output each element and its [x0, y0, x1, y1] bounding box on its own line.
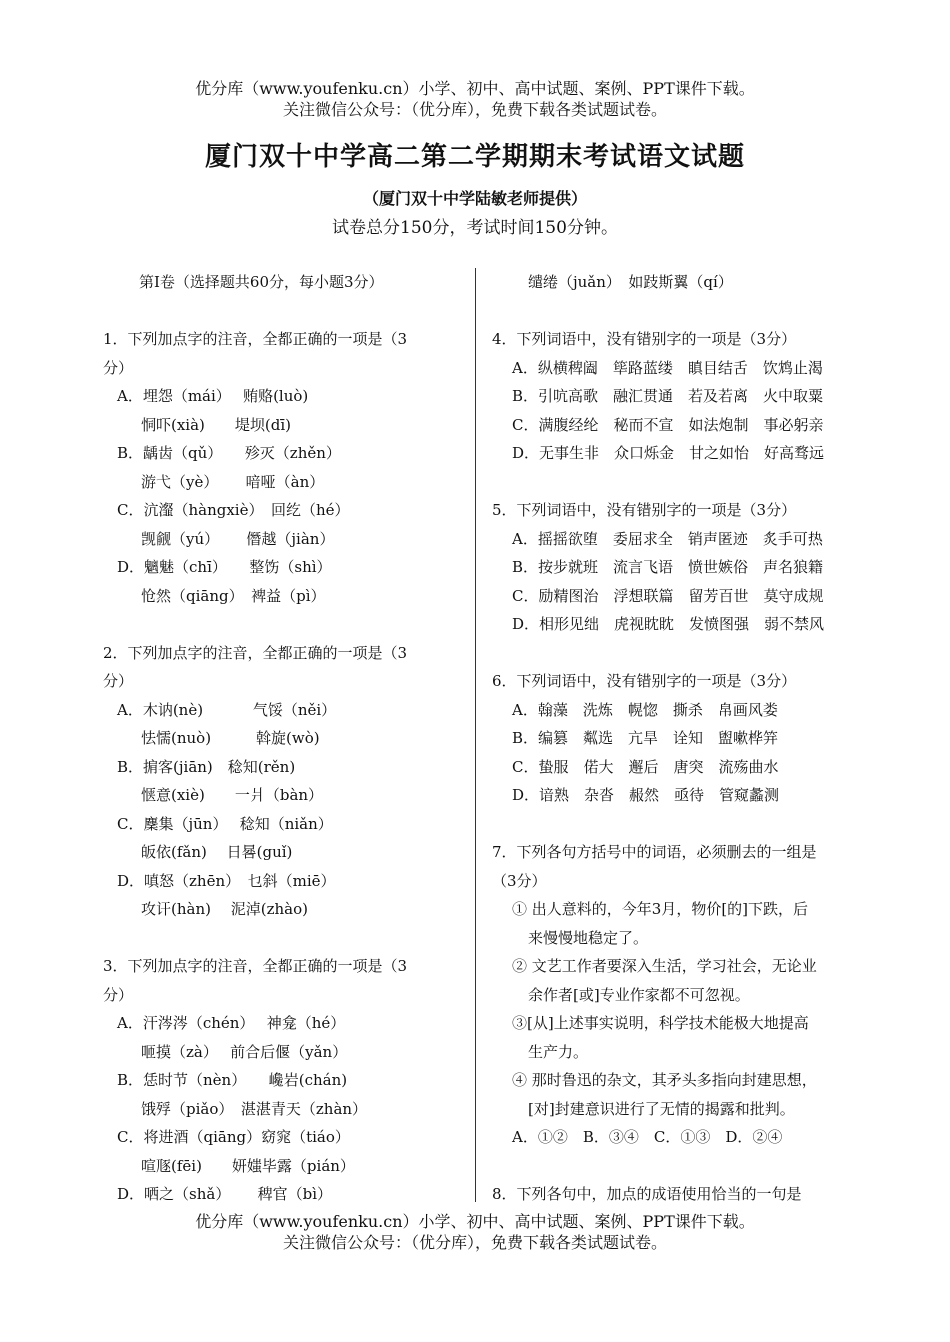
- question-4: [492, 325, 854, 468]
- column-divider: [475, 268, 476, 1202]
- sentence-1-cont: 来慢慢地稳定了。: [528, 928, 649, 947]
- option-a-cont: 咂摸（zà） 前合后偃（yǎn）: [141, 1042, 348, 1061]
- footer-line-1: 优分库（www.youfenku.cn）小学、初中、高中试题、案例、PPT课件下载。: [195, 1212, 755, 1231]
- option-d-cont: 攻讦(hàn) 泥淖(zhào): [141, 900, 308, 918]
- question-stem-cont: 分）: [103, 672, 134, 690]
- option-b: B．按步就班 流言飞语 愤世嫉俗 声名狼籍: [512, 558, 824, 576]
- option-c: C．满腹经纶 秘而不宣 如法炮制 事必躬亲: [512, 415, 824, 434]
- option-b: B．龋齿（qǔ） 殄灭（zhěn）: [117, 444, 341, 462]
- option-a: A．翰藻 洗炼 幌惚 撕杀 帛画风娄: [512, 700, 778, 719]
- sentence-3: ③[从]上述事实说明，科学技术能极大地提高: [512, 1014, 809, 1032]
- question-3: [103, 952, 463, 1209]
- sentence-2: ② 文艺工作者要深入生活，学习社会，无论业: [512, 957, 817, 975]
- question-2: [103, 639, 463, 924]
- option-b-cont: 惬意(xiè) 一爿（bàn）: [141, 786, 324, 804]
- option-c-cont: 觊觎（yú） 僭越（jiàn）: [141, 529, 335, 548]
- option-a: A．汗涔涔（chén） 神龛（hé）: [117, 1014, 346, 1032]
- option-c: C．蛰服 偌大 邂后 唐突 流殇曲水: [512, 757, 779, 776]
- question-stem: 6．下列词语中，没有错别字的一项是（3分）: [492, 672, 797, 690]
- sentence-1: ① 出人意料的，今年3月，物价[的]下跌，后: [512, 900, 809, 918]
- question-stem: 7．下列各句方括号中的词语，必须删去的一组是: [492, 843, 817, 861]
- option-b: B．编篡 粼选 亢旱 诠知 盥嗽桦笄: [512, 729, 779, 747]
- section-heading: 第Ⅰ卷（选择题共60分，每小题3分）: [139, 273, 384, 291]
- sentence-3-cont: 生产力。: [528, 1042, 589, 1061]
- option-b-cont: 游弋（yè） 喑哑（àn）: [141, 472, 325, 491]
- option-a: A．埋怨（mái） 贿赂(luò): [117, 387, 309, 405]
- option-d: D．谙熟 杂沓 赧然 亟待 管窥蠡测: [512, 786, 780, 804]
- sentence-4-cont: [对]封建意识进行了无情的揭露和批判。: [528, 1099, 795, 1118]
- option-c-cont: 喧豗(fēi) 妍媸毕露（pián）: [141, 1156, 355, 1175]
- option-b: B．掮客(jiān) 稔知(rěn): [117, 757, 296, 776]
- exam-title: 厦门双十中学高二第二学期期末考试语文试题: [204, 142, 745, 172]
- option-a: A．纵横稗阖 筚路蓝缕 瞋目结舌 饮鸩止渴: [512, 358, 823, 377]
- question-8: [492, 1180, 854, 1209]
- option-d: D．无事生非 众口烁金 甘之如怡 好高骛远: [512, 444, 825, 462]
- question-stem-cont: 分）: [103, 358, 134, 377]
- question-stem-cont: 分）: [103, 985, 134, 1004]
- question-7: [492, 838, 854, 1152]
- option-c: C．麇集（jūn） 稔知（niǎn）: [117, 814, 333, 833]
- option-d: D．相形见绌 虎视眈眈 发愤图强 弱不禁风: [512, 615, 825, 633]
- question-stem: 2．下列加点字的注音，全都正确的一项是（3: [103, 643, 408, 662]
- question-stem: 4．下列词语中，没有错别字的一项是（3分）: [492, 330, 797, 348]
- question-stem: 5．下列词语中，没有错别字的一项是（3分）: [492, 501, 797, 519]
- question-stem-cont: （3分）: [492, 871, 547, 890]
- option-b-cont: 饿殍（piǎo） 湛湛青天（zhàn）: [141, 1099, 368, 1118]
- option-a-cont: 恫吓(xià) 堤坝(dī): [141, 415, 292, 434]
- page-header: [0, 78, 950, 120]
- option-d-cont: 缱绻（juǎn） 如跂斯翼（qí）: [528, 273, 733, 291]
- question-5: [492, 496, 854, 639]
- footer-line-2: 关注微信公众号：（优分库），免费下载各类试题试卷。: [282, 1233, 667, 1252]
- option-a: A．摇摇欲堕 委屈求全 销声匿迹 炙手可热: [512, 529, 823, 548]
- option-d: D．哂之（shǎ） 稗官（bì）: [117, 1185, 332, 1203]
- page-footer: [0, 1211, 950, 1253]
- option-c: C．沆瀣（hàngxiè） 回纥（hé）: [117, 501, 350, 519]
- option-d: D．嗔怒（zhēn） 乜斜（miē）: [117, 871, 336, 890]
- exam-info: 试卷总分150分，考试时间150分钟。: [332, 218, 618, 238]
- question-6: [492, 667, 854, 810]
- question-stem: 3．下列加点字的注音，全都正确的一项是（3: [103, 957, 408, 975]
- header-line-1: 优分库（www.youfenku.cn）小学、初中、高中试题、案例、PPT课件下载。: [195, 79, 755, 98]
- sentence-4: ④ 那时鲁迅的杂文，其矛头多指向封建思想，: [512, 1071, 817, 1089]
- sentence-2-cont: 余作者[或]专业作家都不可忽视。: [528, 985, 750, 1004]
- option-c-cont: 皈依(fǎn) 日晷(guǐ): [141, 843, 293, 861]
- option-a: A．木讷(nè) 气馁（něi）: [117, 700, 337, 719]
- option-d: D．魑魅（chī） 整饬（shì）: [117, 558, 332, 576]
- right-column: [492, 268, 854, 1209]
- question-stem: 8．下列各句中，加点的成语使用恰当的一句是: [492, 1185, 802, 1203]
- option-d-cont: 怆然（qiāng） 裨益（pì）: [141, 586, 326, 605]
- option-c: C．将进酒（qiāng）窈窕（tiáo）: [117, 1128, 350, 1146]
- left-column: [103, 268, 463, 1209]
- exam-subtitle: （厦门双十中学陆敏老师提供）: [362, 189, 587, 208]
- question-1: [103, 325, 463, 610]
- answer-options: A．①② B．③④ C．①③ D．②④: [512, 1128, 783, 1146]
- option-c: C．励精图治 浮想联篇 留芳百世 莫守成规: [512, 586, 824, 605]
- option-b: B．恁时节（nèn） 巉岩(chán): [117, 1071, 348, 1089]
- question-stem: 1．下列加点字的注音，全都正确的一项是（3: [103, 330, 408, 348]
- option-a-cont: 怯懦(nuò) 斡旋(wò): [141, 729, 320, 747]
- header-line-2: 关注微信公众号：（优分库），免费下载各类试题试卷。: [282, 100, 667, 119]
- option-b: B．引吭高歌 融汇贯通 若及若离 火中取粟: [512, 387, 824, 405]
